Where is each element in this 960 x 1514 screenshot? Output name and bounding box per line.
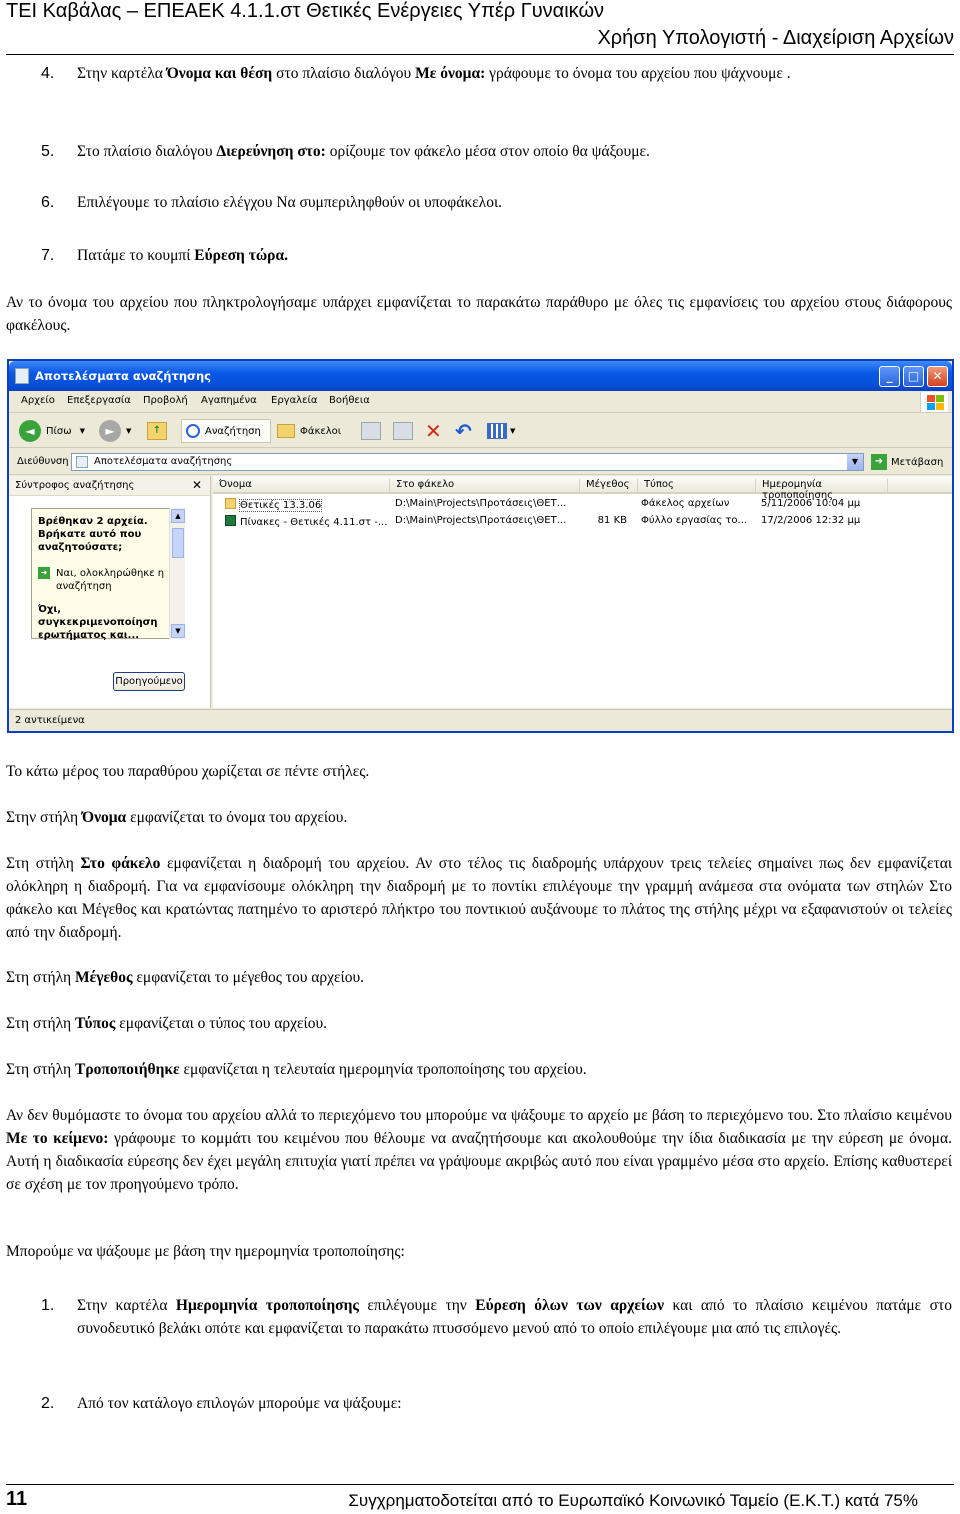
search-button[interactable]: Αναζήτηση xyxy=(181,419,271,443)
delete-icon: ✕ xyxy=(425,419,442,443)
title-bar xyxy=(9,361,952,391)
folder-icon xyxy=(225,498,236,509)
delete-button[interactable] xyxy=(425,419,442,443)
column-modified[interactable]: Ημερομηνία τροποποίησης xyxy=(755,479,885,492)
address-label: Διεύθυνση xyxy=(17,456,69,467)
menu-help[interactable]: Βοήθεια xyxy=(329,395,370,406)
search-results-icon xyxy=(76,456,88,468)
move-to-button[interactable] xyxy=(361,419,381,443)
copy-to-icon xyxy=(393,422,413,440)
date-search-paragraph: Μπορούμε να ψάξουμε με βάση την ημερομηνία τροποποίησης: xyxy=(6,1243,405,1260)
folder-icon xyxy=(277,424,295,438)
footer-text: Συγχρηματοδοτείται από το Ευρωπαϊκό Κοινωνικό Ταμείο (Ε.Κ.Τ.) κατά 75% xyxy=(348,1491,918,1510)
menu-tools[interactable]: Εργαλεία xyxy=(271,395,318,406)
menu-view[interactable]: Προβολή xyxy=(143,395,188,406)
address-dropdown-icon[interactable]: ▼ xyxy=(847,454,863,470)
address-input[interactable]: Αποτελέσματα αναζήτησης ▼ xyxy=(71,453,864,471)
footer-rule xyxy=(6,1484,954,1485)
step-number: 4. xyxy=(41,65,55,82)
views-button[interactable] xyxy=(487,419,515,443)
chevron-down-icon: ▼ xyxy=(126,427,132,435)
table-row[interactable]: Θετικές 13.3.06 D:\Main\Projects\Προτάσεις\ΘΕΤ... Φάκελος αρχείων 5/11/2006 10:04 μμ xyxy=(213,496,952,513)
address-bar xyxy=(9,449,952,475)
back-search-button[interactable]: Προηγούμενο xyxy=(113,672,185,691)
column-name[interactable]: Όνομα xyxy=(219,479,252,490)
window-icon xyxy=(15,368,29,384)
forward-arrow-icon: ► xyxy=(99,420,121,442)
pane-header: Σύντροφος αναζήτησης ✕ xyxy=(9,476,210,496)
back-button[interactable]: ◄ Πίσω ▼ xyxy=(19,419,85,443)
folders-button[interactable]: Φάκελοι xyxy=(277,419,341,443)
step-number: 2. xyxy=(41,1395,55,1412)
step-7: 7. Πατάμε το κουμπί Εύρεση τώρα. xyxy=(41,244,952,267)
scroll-up-icon[interactable]: ▲ xyxy=(171,509,185,523)
results-balloon: Βρέθηκαν 2 αρχεία. Βρήκατε αυτό που αναζητούσατε; ➜ Ναι, ολοκληρώθηκε η αναζήτηση Όχι, συγκεκριμενοποίηση ερωτήματος και... xyxy=(31,508,181,639)
size-column-paragraph: Στη στήλη Μέγεθος εμφανίζεται το μέγεθος του αρχείου. xyxy=(6,969,364,986)
scroll-down-icon[interactable]: ▼ xyxy=(171,624,185,638)
page-number: 11 xyxy=(6,1488,28,1510)
column-type[interactable]: Τύπος xyxy=(637,479,755,492)
step-number: 1. xyxy=(41,1297,55,1314)
name-column-paragraph: Στην στήλη Όνομα εμφανίζεται το όνομα του αρχείου. xyxy=(6,809,348,826)
step-4: 4. Στην καρτέλα Όνομα και θέση στο πλαίσιο διαλόγου Με όνομα: γράφουμε το όνομα του αρχείου που ψάχνουμε . xyxy=(41,62,952,85)
search-companion-pane xyxy=(9,476,211,708)
type-column-paragraph: Στη στήλη Τύπος εμφανίζεται ο τύπος του αρχείου. xyxy=(6,1015,328,1032)
windows-logo-icon xyxy=(920,392,948,412)
close-button[interactable]: ✕ xyxy=(927,366,948,387)
column-empty xyxy=(887,479,947,492)
folder-column-paragraph: Στη στήλη Στο φάκελο εμφανίζεται η διαδρομή του αρχείου. Αν στο τέλος τις διαδρομής υπάρχουν τρεις τελείες σημαίνει πως δεν εμφανίζεται ολόκληρη η διαδρομή. Για να εμφανίσουμε ολόκληρη την διαδρομή με το ποντίκι επιλέγουμε την γραμμή ανάμεσα στα ονόματα των στηλών Στο φάκελο και Μέγεθος και κρατώντας πατημένο το αριστερό πλήκτρο του ποντικιού αυξάνουμε το πλάτος της στήλης μέχρι να εξαφανιστούν οι τελείες από την διαδρομή. xyxy=(6,855,953,941)
chevron-down-icon: ▼ xyxy=(79,427,86,435)
menu-edit[interactable]: Επεξεργασία xyxy=(67,395,131,406)
header-subtitle: Χρήση Υπολογιστή - Διαχείριση Αρχείων xyxy=(597,27,954,49)
step-2: 2. Από τον κατάλογο επιλογών μπορούμε να ψάξουμε: xyxy=(41,1392,952,1415)
move-to-icon xyxy=(361,422,381,440)
step-5: 5. Στο πλαίσιο διαλόγου Διερεύνηση στο: ορίζουμε τον φάκελο μέσα στον οποίο θα ψάξουμε. xyxy=(41,140,952,163)
finished-search-option[interactable]: ➜ Ναι, ολοκληρώθηκε η αναζήτηση xyxy=(38,567,164,593)
go-button[interactable]: ➜ Μετάβαση xyxy=(871,454,943,470)
maximize-button[interactable]: □ xyxy=(903,366,924,387)
step-number: 7. xyxy=(41,247,55,264)
up-folder-icon: ↑ xyxy=(147,422,167,440)
column-size[interactable]: Μέγεθος xyxy=(579,479,633,492)
intro-paragraph: Αν το όνομα του αρχείου που πληκτρολογήσαμε υπάρχει εμφανίζεται το παρακάτω παράθυρο με όλες τις εμφανίσεις του αρχείου στους διάφορους φακέλους. xyxy=(6,294,952,334)
menu-favorites[interactable]: Αγαπημένα xyxy=(201,395,257,406)
search-results-window xyxy=(7,359,954,733)
table-row[interactable]: Πίνακες - Θετικές 4.11.στ -... D:\Main\Projects\Προτάσεις\ΘΕΤ... 81 KB Φύλλο εργασίας το... 17/2/2006 12:32 μμ xyxy=(213,513,952,530)
forward-button[interactable] xyxy=(99,419,131,443)
balloon-scrollbar[interactable] xyxy=(169,508,185,639)
content-search-paragraph: Αν δεν θυμόμαστε το όνομα του αρχείου αλλά το περιεχόμενο του μπορούμε να ψάξουμε το αρχείο με βάση το περιεχόμενο του. Στο πλαίσιο κειμένου Με το κείμενο: γράφουμε το κομμάτι του κειμένου που θέλουμε να αναζητήσουμε και ακολουθούμε την ίδια διαδικασία με την εύρεση με όνομα. Αυτή η διαδικασία εύρεσης δεν έχει μεγάλη επιτυχία γιατί πρέπει να γράψουμε ακριβώς αυτό που είναι γραμμένο μέσα στο αρχείο. Επίσης καθυστερεί σε σχέση με τον προηγούμενο τρόπο. xyxy=(6,1107,952,1193)
toolbar xyxy=(9,414,952,448)
window-title: Αποτελέσματα αναζήτησης xyxy=(35,369,211,383)
undo-icon: ↶ xyxy=(455,419,472,443)
search-icon xyxy=(186,424,200,438)
scroll-thumb[interactable] xyxy=(172,528,184,558)
menu-file[interactable]: Αρχείο xyxy=(21,395,55,406)
chevron-down-icon: ▼ xyxy=(510,427,516,435)
columns-paragraph: Το κάτω μέρος του παραθύρου χωρίζεται σε πέντε στήλες. xyxy=(6,763,370,780)
minimize-button[interactable]: _ xyxy=(879,366,900,387)
column-headers xyxy=(213,476,952,501)
go-arrow-icon: ➜ xyxy=(871,454,887,470)
copy-to-button[interactable] xyxy=(393,419,413,443)
results-list xyxy=(213,476,952,708)
excel-file-icon xyxy=(225,515,236,526)
up-folder-button[interactable] xyxy=(147,419,167,443)
arrow-icon: ➜ xyxy=(38,567,50,579)
header-title: ΤΕΙ Καβάλας – ΕΠΕΑΕΚ 4.1.1.στ Θετικές Ενέργειες Υπέρ Γυναικών xyxy=(6,0,605,22)
step-number: 5. xyxy=(41,143,55,160)
status-bar: 2 αντικείμενα xyxy=(9,709,952,731)
views-icon xyxy=(487,423,507,439)
column-folder[interactable]: Στο φάκελο xyxy=(389,479,575,492)
step-1: 1. Στην καρτέλα Ημερομηνία τροποποίησης επιλέγουμε την Εύρεση όλων των αρχείων και από το πλαίσιο κειμένου πατάμε στο συνοδευτικό βελάκι οπότε και εμφανίζεται το παρακάτω πτυσσόμενο μενού από το οποίο επιλέγουμε μια από τις επιλογές. xyxy=(41,1294,952,1340)
step-number: 6. xyxy=(41,194,55,211)
step-6: 6. Επιλέγουμε το πλαίσιο ελέγχου Να συμπεριληφθούν οι υποφάκελοι. xyxy=(41,191,952,214)
header-rule xyxy=(6,54,954,55)
modified-column-paragraph: Στη στήλη Τροποποιήθηκε εμφανίζεται η τελευταία ημερομηνία τροποποίησης του αρχείου. xyxy=(6,1061,587,1078)
refine-search-option[interactable]: Όχι, συγκεκριμενοποίηση ερωτήματος και... xyxy=(38,604,158,641)
close-icon[interactable]: ✕ xyxy=(191,478,202,492)
menu-bar xyxy=(9,391,952,413)
back-arrow-icon: ◄ xyxy=(19,420,41,442)
undo-button[interactable] xyxy=(455,419,472,443)
